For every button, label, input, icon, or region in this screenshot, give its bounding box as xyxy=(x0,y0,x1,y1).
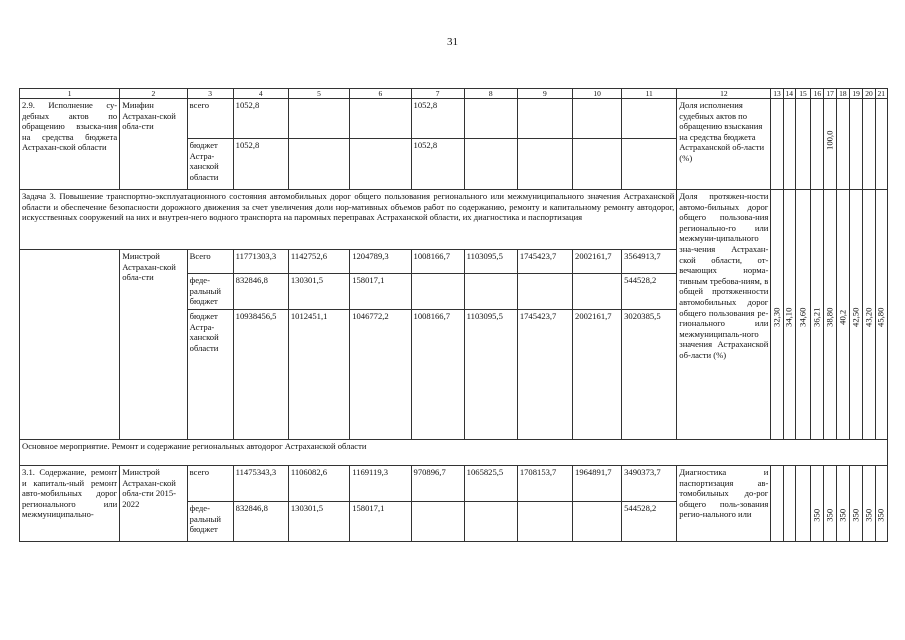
target-value: 38,80 xyxy=(824,307,835,327)
row-executor: Минфин Астрахан-ской обла-сти xyxy=(120,99,187,190)
amount-cell xyxy=(573,274,622,310)
header-cell: 7 xyxy=(411,89,464,99)
target-value-cell xyxy=(783,190,795,440)
amount-cell: 2002161,7 xyxy=(573,310,622,440)
header-cell: 12 xyxy=(677,89,771,99)
target-value-cell xyxy=(771,466,783,542)
target-value-cell xyxy=(795,466,810,542)
table-row xyxy=(20,99,888,139)
header-row xyxy=(20,89,888,99)
target-value: 100,0 xyxy=(824,130,835,150)
amount-cell: 1052,8 xyxy=(411,99,464,139)
amount-cell: 11771303,3 xyxy=(233,250,288,274)
task-row xyxy=(20,190,888,250)
header-cell: 4 xyxy=(233,89,288,99)
amount-cell: 130301,5 xyxy=(288,274,349,310)
amount-cell: 544528,2 xyxy=(622,274,677,310)
amount-cell xyxy=(573,502,622,542)
header-cell: 6 xyxy=(350,89,411,99)
funding-source: феде-ральный бюджет xyxy=(187,502,233,542)
amount-cell: 1008166,7 xyxy=(411,310,464,440)
amount-cell: 1708153,7 xyxy=(517,466,572,502)
row-name: 2.9. Исполнение су-дебных актов по обращению взыска-ния на средства бюджета Астрахан-ской области xyxy=(20,99,120,190)
header-cell: 19 xyxy=(850,89,863,99)
header-cell: 16 xyxy=(811,89,824,99)
target-value-cell xyxy=(811,190,824,440)
target-value-cell xyxy=(875,466,887,542)
target-value-cell xyxy=(783,466,795,542)
target-value: 32,30 xyxy=(771,307,782,327)
header-cell: 10 xyxy=(573,89,622,99)
target-value-cell xyxy=(811,466,824,542)
indicator-text: Доля протяжен-ности автомо-бильных дорог общего пользова-ния регионально-го или межмуни-ципального зна-чения Астрахан-ской области, от-вечающих норма-тивным требова-ниям, в общей протяженности автомобильных дорог общего пользования ре-гионального или межмуниципаль-ного значения Астраханской об-ласти (%) xyxy=(677,190,771,440)
indicator-text: Диагностика и паспортизация ав-томобильных до-рог общего поль-зования регио-нального или xyxy=(677,466,771,542)
header-cell: 2 xyxy=(120,89,187,99)
target-value-cell xyxy=(824,466,836,542)
section-row xyxy=(20,440,888,466)
target-value: 45,80 xyxy=(875,307,886,327)
row-name: 3.1. Содержание, ремонт и капиталь-ный ремонт авто-мобильных дорог регионального или межмуниципально- xyxy=(20,466,120,542)
target-value: 350 xyxy=(850,508,861,522)
amount-cell xyxy=(464,502,517,542)
target-value-cell xyxy=(836,466,849,542)
amount-cell: 2002161,7 xyxy=(573,250,622,274)
amount-cell: 1106082,6 xyxy=(288,466,349,502)
amount-cell xyxy=(517,502,572,542)
header-cell: 13 xyxy=(771,89,783,99)
target-value: 42,50 xyxy=(850,307,861,327)
funding-source: всего xyxy=(187,99,233,139)
amount-cell: 1964891,7 xyxy=(573,466,622,502)
amount-cell: 544528,2 xyxy=(622,502,677,542)
target-value: 40,2 xyxy=(837,309,848,325)
amount-cell: 1052,8 xyxy=(233,139,288,190)
indicator-text: Доля исполнения судебных актов по обращению взыскания на средства бюджета Астраханской об-ласти (%) xyxy=(677,99,771,190)
row-executor: Минстрой Астрахан-ской обла-сти xyxy=(120,250,187,440)
header-cell: 11 xyxy=(622,89,677,99)
header-cell: 5 xyxy=(288,89,349,99)
amount-cell: 1046772,2 xyxy=(350,310,411,440)
funding-source: Всего xyxy=(187,250,233,274)
target-value-cell xyxy=(824,190,836,440)
target-value-cell xyxy=(863,466,875,542)
amount-cell: 158017,1 xyxy=(350,274,411,310)
target-value-cell xyxy=(850,190,863,440)
row-executor: Минстрой Астрахан-ской обла-сти 2015-2022 xyxy=(120,466,187,542)
amount-cell: 3490373,7 xyxy=(622,466,677,502)
funding-source: бюджет Астра-ханской области xyxy=(187,139,233,190)
header-cell: 20 xyxy=(863,89,875,99)
funding-source: феде-ральный бюджет xyxy=(187,274,233,310)
amount-cell: 1103095,5 xyxy=(464,250,517,274)
page-number: 31 xyxy=(447,36,458,48)
amount-cell: 1745423,7 xyxy=(517,310,572,440)
amount-cell xyxy=(517,274,572,310)
header-cell: 18 xyxy=(836,89,849,99)
target-value: 34,60 xyxy=(797,307,808,327)
amount-cell xyxy=(464,274,517,310)
main-event-title: Основное мероприятие. Ремонт и содержание региональных автодорог Астраханской области xyxy=(20,440,888,466)
amount-cell: 832846,8 xyxy=(233,502,288,542)
amount-cell: 970896,7 xyxy=(411,466,464,502)
amount-cell: 130301,5 xyxy=(288,502,349,542)
target-value-cell xyxy=(850,466,863,542)
target-value-cell xyxy=(795,190,810,440)
header-cell: 15 xyxy=(795,89,810,99)
amount-cell: 1065825,5 xyxy=(464,466,517,502)
amount-cell xyxy=(411,274,464,310)
task-text: Задача 3. Повышение транспортно-эксплуатационного состояния автомобильных дорог общего пользования регионального или межмуниципального значения Астраханской области и обеспечение безопасности дорожного движения за счет увеличения доли нор-мативных объемов работ по содержанию, ремонту и капитальному ремонту автодорог, искусственных сооружений на них и внутрен-него водного транспорта на паромных переправах Астраханской области, их диагностика и паспортизация xyxy=(20,190,677,250)
target-value: 350 xyxy=(812,508,823,522)
target-value-cell xyxy=(771,190,783,440)
amount-cell: 1052,8 xyxy=(233,99,288,139)
amount-cell: 1745423,7 xyxy=(517,250,572,274)
amount-cell: 1052,8 xyxy=(411,139,464,190)
amount-cell: 1142752,6 xyxy=(288,250,349,274)
funding-source: всего xyxy=(187,466,233,502)
target-value-cell xyxy=(875,190,887,440)
funding-source: бюджет Астра-ханской области xyxy=(187,310,233,440)
target-value-cell xyxy=(824,99,836,190)
amount-cell: 10938456,5 xyxy=(233,310,288,440)
amount-cell: 3020385,5 xyxy=(622,310,677,440)
amount-cell: 11475343,3 xyxy=(233,466,288,502)
amount-cell: 832846,8 xyxy=(233,274,288,310)
amount-cell: 158017,1 xyxy=(350,502,411,542)
target-value-cell xyxy=(836,190,849,440)
header-cell: 8 xyxy=(464,89,517,99)
target-value: 43,20 xyxy=(863,307,874,327)
target-value: 34,10 xyxy=(783,307,794,327)
target-value: 350 xyxy=(824,508,835,522)
header-cell: 3 xyxy=(187,89,233,99)
table-row xyxy=(20,466,888,502)
header-cell: 21 xyxy=(875,89,887,99)
header-cell: 17 xyxy=(824,89,836,99)
target-value: 350 xyxy=(863,508,874,522)
target-value: 350 xyxy=(875,508,886,522)
amount-cell: 1103095,5 xyxy=(464,310,517,440)
amount-cell: 1204789,3 xyxy=(350,250,411,274)
amount-cell: 1008166,7 xyxy=(411,250,464,274)
amount-cell: 3564913,7 xyxy=(622,250,677,274)
target-value-cell xyxy=(863,190,875,440)
budget-table xyxy=(19,88,888,542)
target-value: 36,21 xyxy=(812,307,823,327)
amount-cell: 1169119,3 xyxy=(350,466,411,502)
header-cell: 9 xyxy=(517,89,572,99)
target-value: 350 xyxy=(837,508,848,522)
amount-cell: 1012451,1 xyxy=(288,310,349,440)
header-cell: 1 xyxy=(20,89,120,99)
amount-cell xyxy=(411,502,464,542)
header-cell: 14 xyxy=(783,89,795,99)
